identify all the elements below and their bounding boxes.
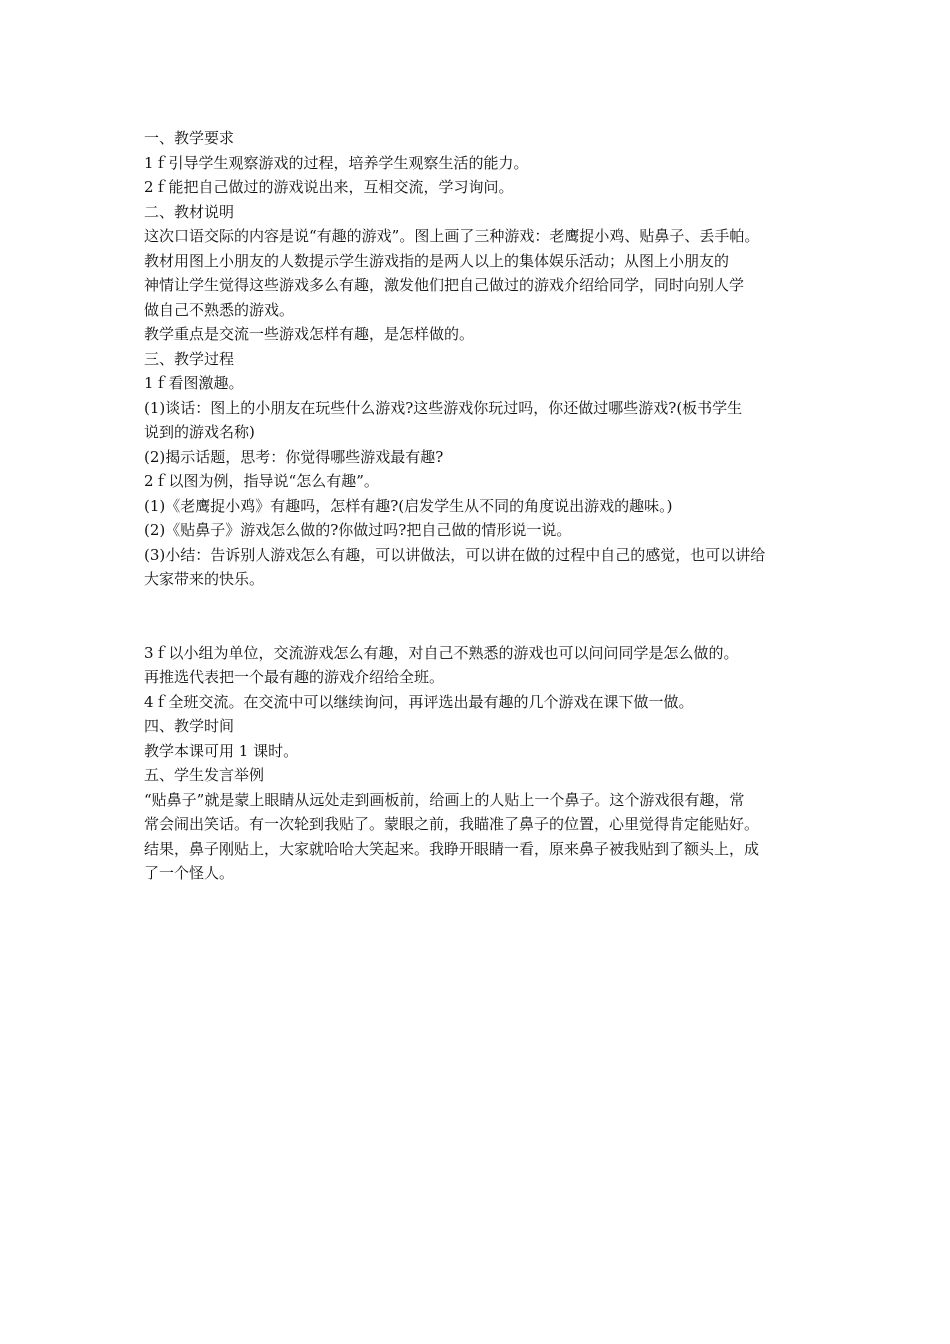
text-line: 1ｆ引导学生观察游戏的过程，培养学生观察生活的能力。 xyxy=(144,153,529,172)
text-line: 再推选代表把一个最有趣的游戏介绍给全班。 xyxy=(144,668,445,686)
document-page xyxy=(144,126,824,886)
text-line: (3)小结：告诉别人游戏怎么有趣，可以讲做法，可以讲在做的过程中自己的感觉，也可以讲给 xyxy=(144,545,766,564)
text-line: 做自己不熟悉的游戏。 xyxy=(144,300,295,319)
section-heading: 三、教学过程 xyxy=(144,349,235,368)
section-heading: 五、学生发言举例 xyxy=(144,766,265,784)
text-line: 说到的游戏名称) xyxy=(144,423,255,441)
text-line: 了一个怪人。 xyxy=(144,864,235,882)
text-line: 结果，鼻子刚贴上，大家就哈哈大笑起来。我睁开眼睛一看，原来鼻子被我贴到了额头上，成 xyxy=(144,839,760,858)
text-line: 1ｆ看图激趣。 xyxy=(144,374,244,392)
text-line: “贴鼻子”就是蒙上眼睛从远处走到画板前，给画上的人贴上一个鼻子。这个游戏很有趣，常 xyxy=(144,790,745,809)
section-heading: 一、教学要求 xyxy=(144,129,235,147)
text-line: 常会闹出笑话。有一次轮到我贴了。蒙眼之前，我瞄准了鼻子的位置，心里觉得肯定能贴好。 xyxy=(144,815,760,833)
text-line: 4ｆ全班交流。在交流中可以继续询问，再评选出最有趣的几个游戏在课下做一做。 xyxy=(144,692,694,711)
paragraph-gap xyxy=(144,592,824,641)
text-line: 这次口语交际的内容是说“有趣的游戏”。图上画了三种游戏：老鹰捉小鸡、贴鼻子、丢手帕。 xyxy=(144,227,760,245)
text-line: 教材用图上小朋友的人数提示学生游戏指的是两人以上的集体娱乐活动；从图上小朋友的 xyxy=(144,251,730,270)
text-line: 3ｆ以小组为单位，交流游戏怎么有趣，对自己不熟悉的游戏也可以问问同学是怎么做的。 xyxy=(144,643,739,662)
text-line: 神情让学生觉得这些游戏多么有趣，激发他们把自己做过的游戏介绍给同学，同时向别人学 xyxy=(144,276,745,294)
text-line: 2ｆ能把自己做过的游戏说出来，互相交流，学习询问。 xyxy=(144,178,514,196)
text-line: 2ｆ以图为例，指导说“怎么有趣”。 xyxy=(144,472,379,490)
text-line: 教学重点是交流一些游戏怎样有趣，是怎样做的。 xyxy=(144,325,475,343)
text-block-lower xyxy=(144,641,824,886)
text-line: 大家带来的快乐。 xyxy=(144,570,265,588)
text-line: (1)《老鹰捉小鸡》有趣吗，怎样有趣?(启发学生从不同的角度说出游戏的趣味。) xyxy=(144,496,673,515)
text-line: 教学本课可用 1 课时。 xyxy=(144,741,299,760)
text-line: (2)揭示话题，思考：你觉得哪些游戏最有趣? xyxy=(144,447,444,466)
section-heading: 四、教学时间 xyxy=(144,717,235,735)
text-line: (2)《贴鼻子》游戏怎么做的?你做过吗?把自己做的情形说一说。 xyxy=(144,521,572,539)
text-block-upper xyxy=(144,126,824,592)
text-line: (1)谈话：图上的小朋友在玩些什么游戏?这些游戏你玩过吗，你还做过哪些游戏?(板书学生 xyxy=(144,398,743,417)
section-heading: 二、教材说明 xyxy=(144,202,235,221)
